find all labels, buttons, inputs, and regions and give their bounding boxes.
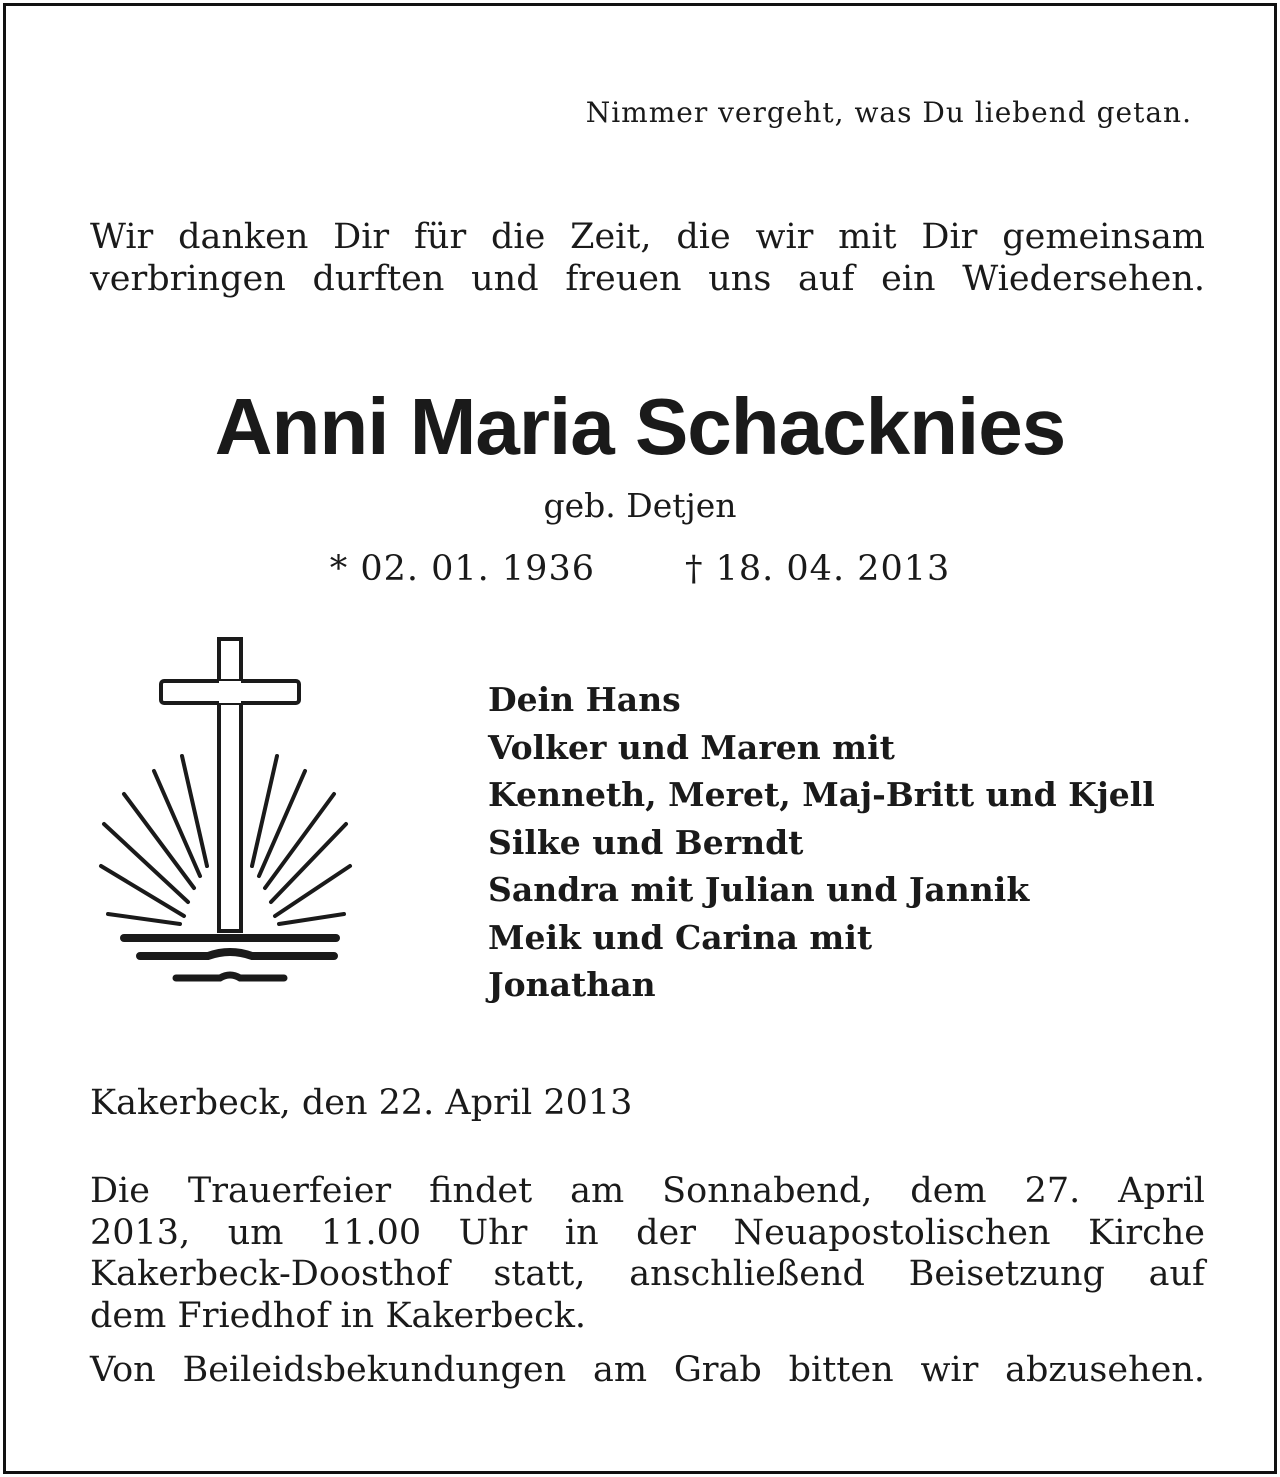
cross-with-sunrise-and-water-icon [96,636,356,996]
mourners-list [488,676,1155,1009]
intro-line: verbringen durften und freuen uns auf ein Wiedersehen. [90,259,1205,299]
mourner-line: Silke und Berndt [488,822,804,862]
funeral-service-text [90,1171,1205,1337]
life-dates [6,549,1274,589]
death-date: † 18. 04. 2013 [685,549,951,589]
mourner-line: Kenneth, Meret, Maj-Britt und Kjell [488,775,1155,814]
service-line: Die Trauerfeier findet am Sonnabend, dem 27. April [90,1171,1205,1211]
mourner-line: Sandra mit Julian und Jannik [488,870,1030,909]
service-line: 2013, um 11.00 Uhr in der Neuapostolischen Kirche [90,1212,1205,1253]
mourner-line: Meik und Carina mit [488,917,873,957]
deceased-name: Anni Maria Schacknies [214,382,1066,471]
mourner-line: Volker und Maren mit [488,727,895,767]
maiden-name: geb. Detjen [543,486,737,525]
obituary-notice [3,3,1277,1474]
service-line: dem Friedhof in Kakerbeck. [90,1295,587,1336]
intro-text [90,216,1205,300]
place-and-date: Kakerbeck, den 22. April 2013 [90,1083,633,1123]
motto: Nimmer vergeht, was Du liebend getan. [585,96,1192,129]
service-line: Kakerbeck-Doosthof statt, anschließend Beisetzung auf [90,1254,1205,1294]
birth-date: * 02. 01. 1936 [329,549,595,589]
mourner-line: Dein Hans [488,680,681,719]
mourner-line: Jonathan [488,965,656,1004]
intro-line: Wir danken Dir für die Zeit, die wir mit Dir gemeinsam [90,217,1205,257]
condolence-note: Von Beileidsbekundungen am Grab bitten wir abzusehen. [90,1350,1205,1390]
